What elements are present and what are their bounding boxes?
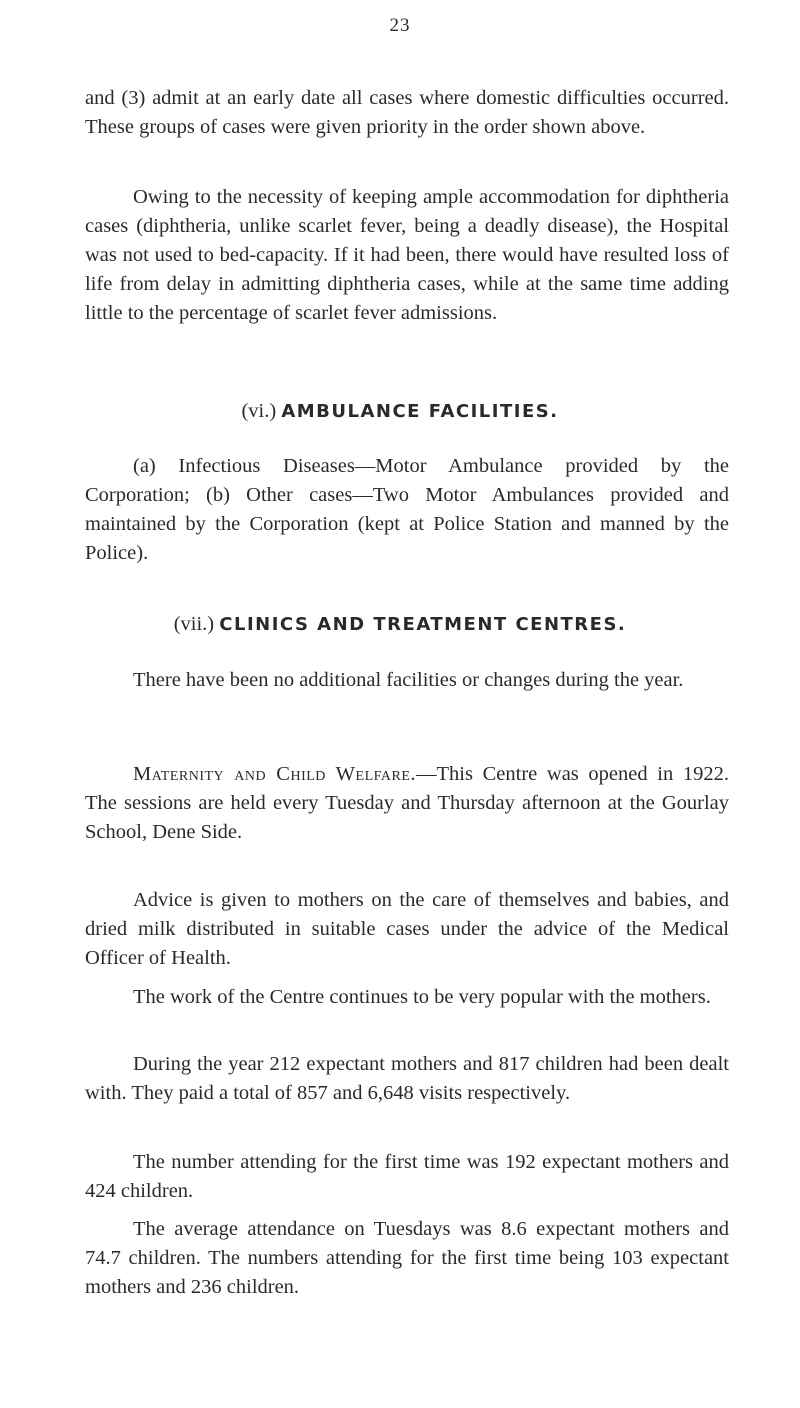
paragraph-no-changes: There have been no additional facilities or changes during the year. [133,669,684,691]
paragraph-text: —This Centre was opened in 1922. The sessions are held every Tuesday and Thursday afternoon at the Gourlay School, Dene Side. [85,763,729,843]
paragraph-ambulances: (a) Infectious Diseases—Motor Ambulance provided by the Corporation; (b) Other cases—Two Motor Ambulances provided and maintained by the Corporation (kept at Police Station and manned by the Police). [85,455,729,564]
paragraph-advice: Advice is given to mothers on the care of themselves and babies, and dried milk distributed in suitable cases under the advice of the Medical Officer of Health. [85,889,729,969]
paragraph-popular-work: The work of the Centre continues to be very popular with the mothers. [133,986,711,1008]
paragraph-year-totals: During the year 212 expectant mothers and 817 children had been dealt with. They paid a total of 857 and 6,648 visits respectively. [85,1053,729,1104]
heading-clinics-treatment-centres [0,610,800,639]
run-in-heading: Maternity and Child Welfare. [133,763,417,785]
heading-title: AMBULANCE FACILITIES. [281,401,559,422]
paragraph-first-time: The number attending for the first time was 192 expectant mothers and 424 children. [85,1151,729,1202]
heading-number: (vi.) [241,400,277,422]
heading-title: CLINICS AND TREATMENT CENTRES. [219,614,627,635]
heading-number: (vii.) [173,613,215,635]
page-number: 23 [389,15,411,36]
heading-ambulance-facilities [0,397,800,426]
paragraph-diphtheria-accommodation: Owing to the necessity of keeping ample accommodation for diphtheria cases (diphtheria, unlike scarlet fever, being a deadly disease), the Hospital was not used to bed-capacity. If it had been, there would have resulted loss of life from delay in admitting diphtheria cases, while at the same time adding little to the percentage of scarlet fever admissions. [85,186,729,324]
paragraph-average-attendance: The average attendance on Tuesdays was 8.6 expectant mothers and 74.7 children. The numbers attending for the first time being 103 expectant mothers and 236 children. [85,1218,729,1298]
paragraph-admission-groups: and (3) admit at an early date all cases where domestic difficulties occurred. These groups of cases were given priority in the order shown above. [85,87,729,138]
paragraph-maternity-welfare [85,760,729,847]
